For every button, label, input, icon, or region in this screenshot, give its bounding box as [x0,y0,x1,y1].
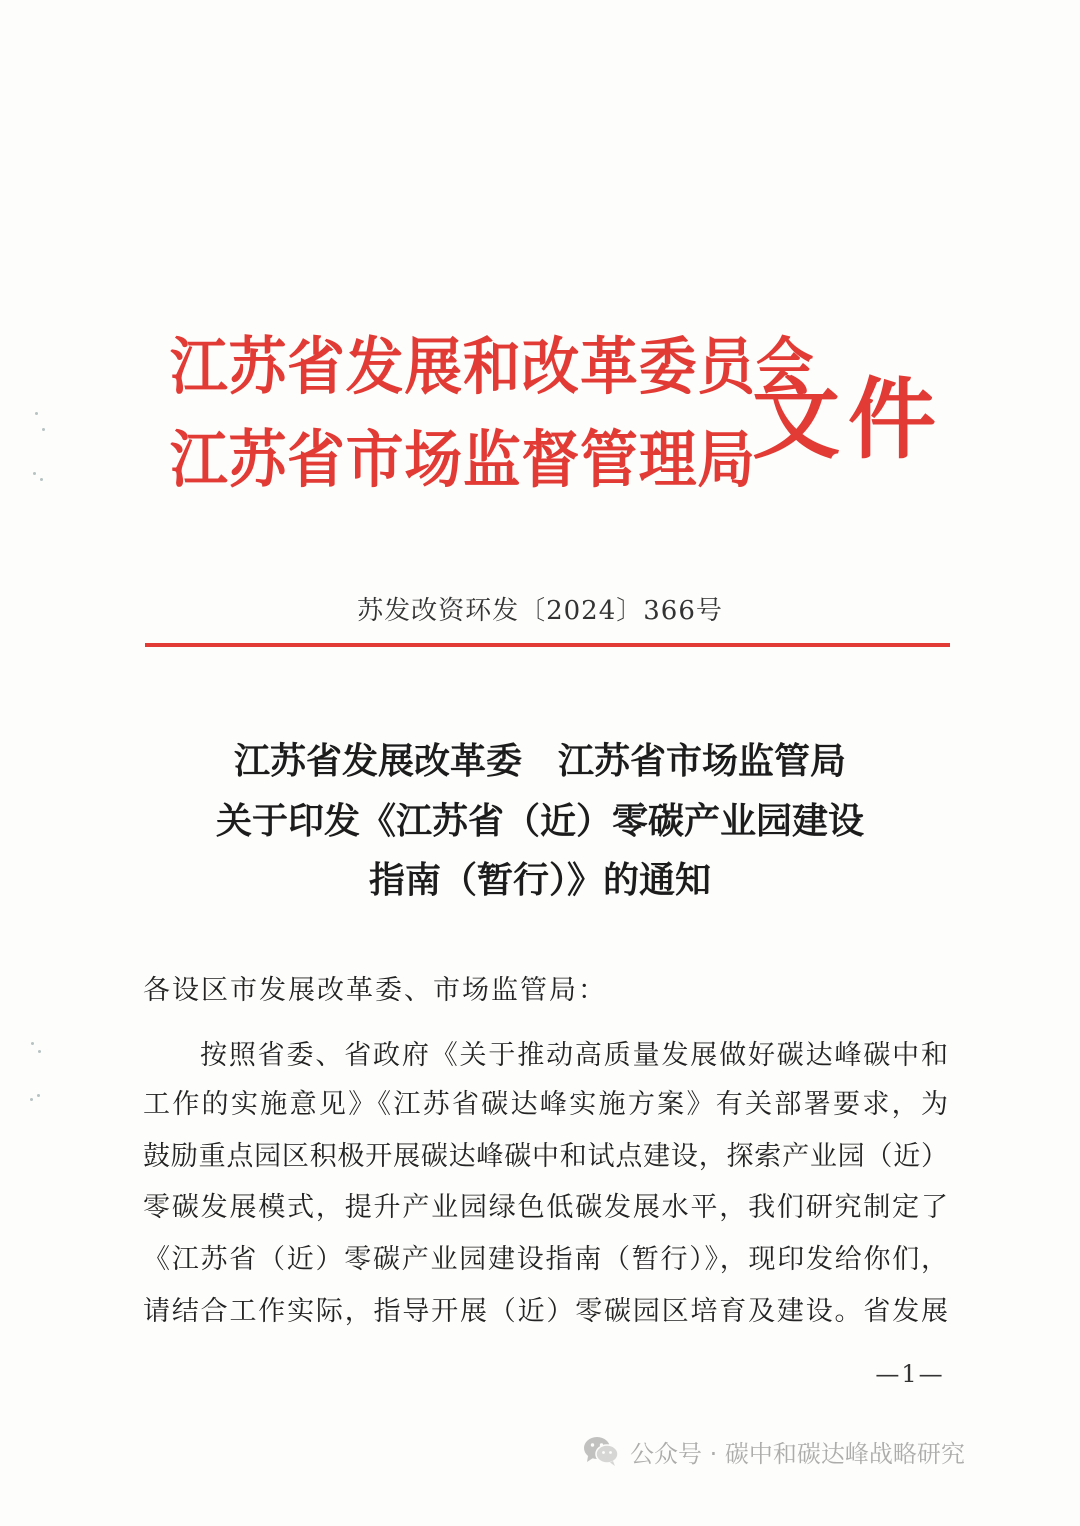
scan-speck [31,1042,34,1045]
document-title-line: 指南（暂行）》的通知 [368,859,711,901]
page-number: —1— [875,1360,945,1388]
body-text-line: 零碳发展模式，提升产业园绿色低碳发展水平，我们研究制定了 [143,1192,948,1223]
masthead-divider [145,643,950,647]
watermark [582,1433,965,1469]
issuer-name-market-supervision: 江苏省市场监督管理局 [170,423,756,496]
issuer-name-ndrc: 江苏省发展和改革委员会 [170,330,815,403]
document-kind-label: 文件 [752,368,945,471]
scan-speck [38,1050,41,1053]
scan-speck [40,478,43,481]
document-title-line: 江苏省发展改革委 江苏省市场监管局 [233,740,846,782]
body-text-line: 《江苏省（近）零碳产业园建设指南（暂行）》，现印发给你们， [143,1244,948,1275]
body-text-line: 工作的实施意见》《江苏省碳达峰实施方案》有关部署要求，为 [143,1089,948,1120]
body-text-line: 鼓励重点园区积极开展碳达峰碳中和试点建设，探索产业园（近） [143,1141,948,1172]
body-text-line: 请结合工作实际，指导开展（近）零碳园区培育及建设。省发展 [143,1296,948,1327]
document-number: 苏发改资环发〔2024〕366号 [357,596,723,626]
scan-speck [30,1098,33,1101]
scan-speck [35,412,38,415]
scan-speck [33,472,36,475]
scan-speck [42,428,45,431]
document-title-line: 关于印发《江苏省（近）零碳产业园建设 [215,800,864,842]
salutation: 各设区市发展改革委、市场监管局： [143,975,607,1006]
body-text-line: 按照省委、省政府《关于推动高质量发展做好碳达峰碳中和 [200,1040,948,1071]
scan-speck [37,1094,40,1097]
watermark-text: 公众号 · 碳中和碳达峰战略研究 [630,1439,965,1468]
wechat-icon [582,1435,620,1467]
